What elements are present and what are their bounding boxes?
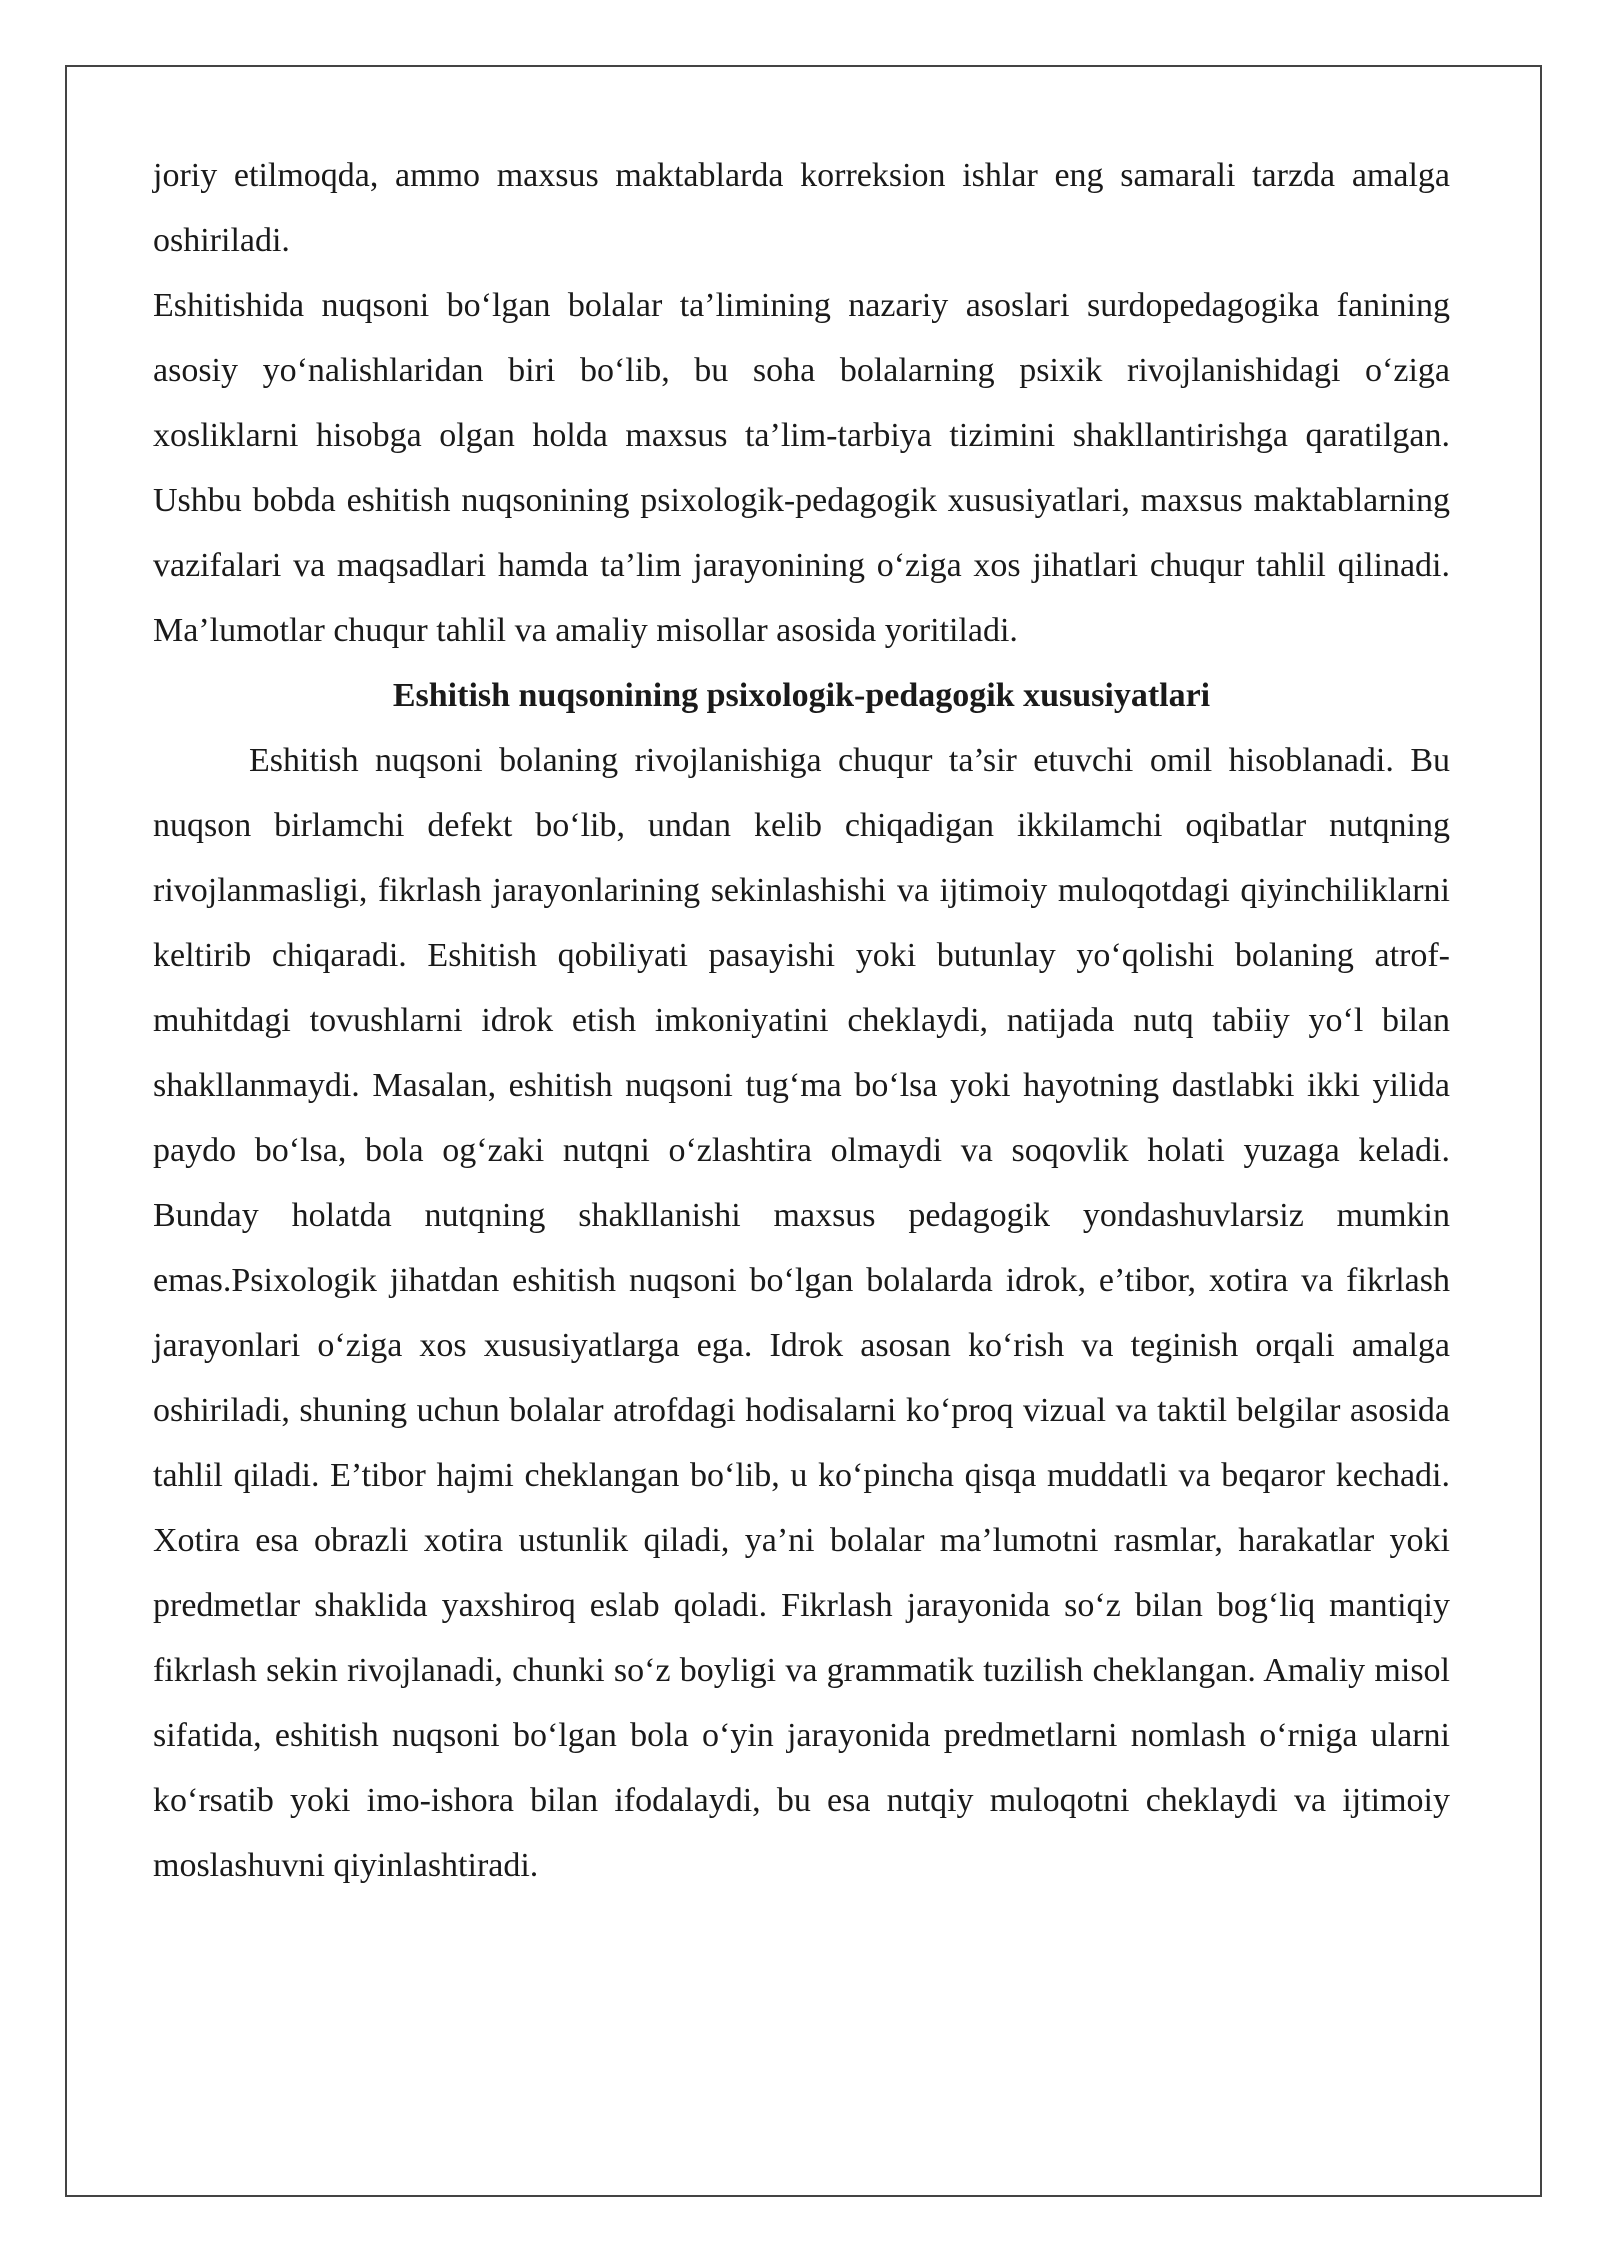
document-body — [153, 143, 1450, 1898]
section-heading: Eshitish nuqsonining psixologik-pedagogik xususiyatlari — [392, 677, 1211, 714]
paragraph-intro: Eshitishida nuqsoni bo‘lgan bolalar ta’limining nazariy asoslari surdopedagogika fanining asosiy yo‘nalishlaridan biri bo‘lib, bu soha bolalarning psixik rivojlanishidagi o‘ziga xosliklarni hisobga olgan holda maxsus ta’lim-tarbiya tizimini shakllantirishga qaratilgan. Ushbu bobda eshitish nuqsonining psixologik-pedagogik xususiyatlari, maxsus maktablarning vazifalari va maqsadlari hamda ta’lim jarayonining o‘ziga xos jihatlari chuqur tahlil qilinadi. Ma’lumotlar chuqur tahlil va amaliy misollar asosida yoritiladi. — [153, 287, 1450, 649]
paragraph-section-body: Eshitish nuqsoni bolaning rivojlanishiga chuqur ta’sir etuvchi omil hisoblanadi. Bu nuqson birlamchi defekt bo‘lib, undan kelib chiqadigan ikkilamchi oqibatlar nutqning rivojlanmasligi, fikrlash jarayonlarining sekinlashishi va ijtimoiy muloqotdagi qiyinchiliklarni keltirib chiqaradi. Eshitish qobiliyati pasayishi yoki butunlay yo‘qolishi bolaning atrof-muhitdagi tovushlarni idrok etish imkoniyatini cheklaydi, natijada nutq tabiiy yo‘l bilan shakllanmaydi. Masalan, eshitish nuqsoni tug‘ma bo‘lsa yoki hayotning dastlabki ikki yilida paydo bo‘lsa, bola og‘zaki nutqni o‘zlashtira olmaydi va soqovlik holati yuzaga keladi. Bunday holatda nutqning shakllanishi maxsus pedagogik yondashuvlarsiz mumkin emas.Psixologik jihatdan eshitish nuqsoni bo‘lgan bolalarda idrok, e’tibor, xotira va fikrlash jarayonlari o‘ziga xos xususiyatlarga ega. Idrok asosan ko‘rish va teginish orqali amalga oshiriladi, shuning uchun bolalar atrofdagi hodisalarni ko‘proq vizual va taktil belgilar asosida tahlil qiladi. E’tibor hajmi cheklangan bo‘lib, u ko‘pincha qisqa muddatli va beqaror kechadi. Xotira esa obrazli xotira ustunlik qiladi, ya’ni bolalar ma’lumotni rasmlar, harakatlar yoki predmetlar shaklida yaxshiroq eslab qoladi. Fikrlash jarayonida so‘z bilan bog‘liq mantiqiy fikrlash sekin rivojlanadi, chunki so‘z boyligi va grammatik tuzilish cheklangan. Amaliy misol sifatida, eshitish nuqsoni bo‘lgan bola o‘yin jarayonida predmetlarni nomlash o‘rniga ularni ko‘rsatib yoki imo-ishora bilan ifodalaydi, bu esa nutqiy muloqotni cheklaydi va ijtimoiy moslashuvni qiyinlashtiradi. — [153, 742, 1450, 1884]
paragraph-continued: joriy etilmoqda, ammo maxsus maktablarda korreksion ishlar eng samarali tarzda amalga oshiriladi. — [153, 157, 1450, 259]
